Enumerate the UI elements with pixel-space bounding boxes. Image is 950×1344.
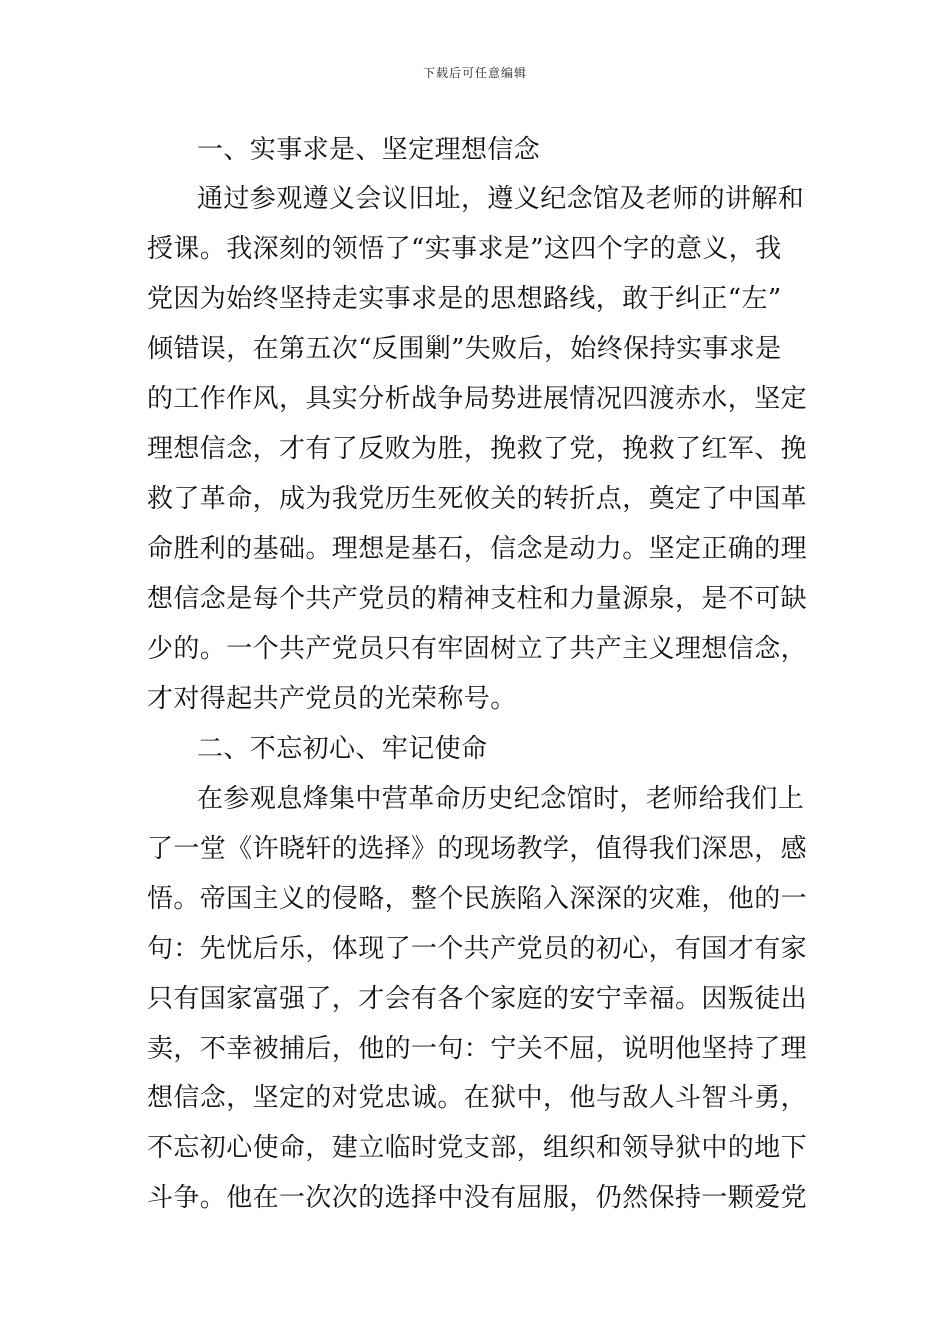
paragraph-line: 想信念是每个共产党员的精神支柱和力量源泉，是不可缺: [147, 584, 808, 614]
page-header: 下载后可任意编辑: [422, 66, 527, 80]
paragraph-line: 党因为始终坚持走实事求是的思想路线，敢于纠正“左”: [147, 284, 782, 314]
paragraph-line: 才对得起共产党员的光荣称号。: [147, 684, 517, 714]
paragraph-line: 倾错误，在第五次“反围剿”失败后，始终保持实事求是: [147, 334, 782, 364]
paragraph-line: 理想信念，才有了反败为胜，挽救了党，挽救了红军、挽: [147, 434, 808, 464]
paragraph-line: 了一堂《许晓轩的选择》的现场教学，值得我们深思，感: [147, 834, 808, 864]
paragraph-line: 斗争。他在一次次的选择中没有屈服，仍然保持一颗爱党: [147, 1183, 808, 1213]
paragraph-line: 卖，不幸被捕后，他的一句：宁关不屈，说明他坚持了理: [147, 1034, 808, 1064]
paragraph-line: 的工作作风，具实分析战争局势进展情况四渡赤水，坚定: [147, 384, 808, 414]
paragraph-line: 不忘初心使命，建立临时党支部，组织和领导狱中的地下: [147, 1133, 808, 1163]
paragraph-line: 救了革命，成为我党历生死攸关的转折点，奠定了中国革: [147, 484, 808, 514]
section-heading-2: 二、不忘初心、牢记使命: [197, 734, 488, 764]
paragraph-line: 悟。帝国主义的侵略，整个民族陷入深深的灾难，他的一: [147, 884, 808, 914]
paragraph-line: 通过参观遵义会议旧址，遵义纪念馆及老师的讲解和: [197, 184, 805, 214]
paragraph-line: 句：先忧后乐，体现了一个共产党员的初心，有国才有家: [147, 934, 808, 964]
paragraph-line: 想信念，坚定的对党忠诚。在狱中，他与敌人斗智斗勇，: [147, 1083, 808, 1113]
paragraph-line: 命胜利的基础。理想是基石，信念是动力。坚定正确的理: [147, 534, 808, 564]
paragraph-line: 少的。一个共产党员只有牢固树立了共产主义理想信念，: [147, 634, 808, 664]
paragraph-line: 在参观息烽集中营革命历史纪念馆时，老师给我们上: [197, 784, 805, 814]
paragraph-line: 只有国家富强了，才会有各个家庭的安宁幸福。因叛徒出: [147, 984, 808, 1014]
paragraph-line: 授课。我深刻的领悟了“实事求是”这四个字的意义，我: [147, 234, 782, 264]
section-heading-1: 一、实事求是、坚定理想信念: [197, 135, 541, 165]
